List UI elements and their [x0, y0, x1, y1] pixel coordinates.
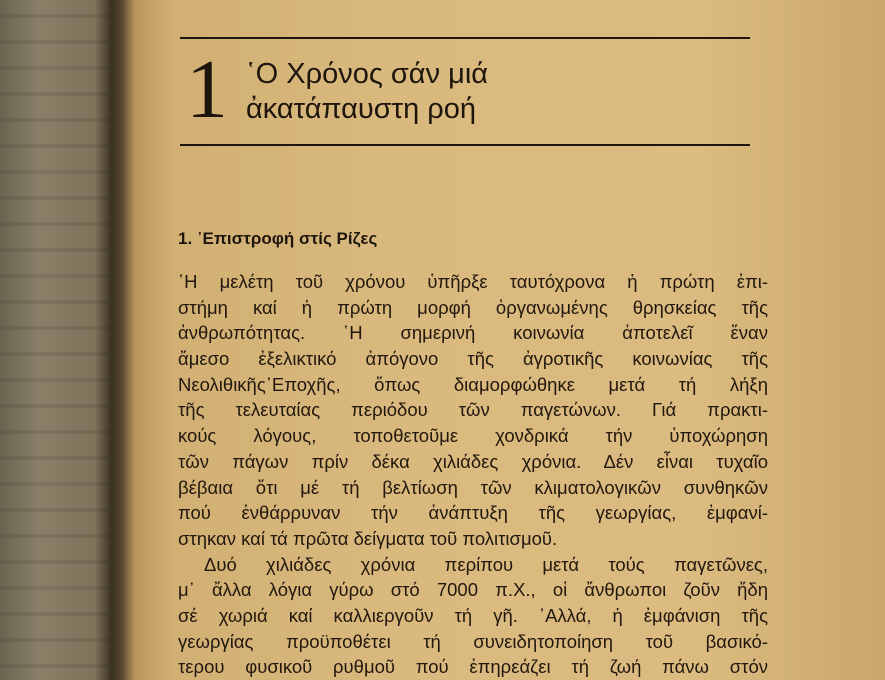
text-line: βέβαια ὅτι μέ τή βελτίωση τῶν κλιματολογικῶν συνθηκῶν: [178, 476, 768, 498]
text-line: κούς λόγους, τοποθετοῦμε χονδρικά τήν ὑποχώρηση: [178, 425, 768, 447]
text-line: μ᾿ ἄλλα λόγια γύρω στό 7000 π.Χ., οἱ ἄνθρωποι ζοῦν ἤδη: [178, 579, 768, 601]
text-line: Δυό χιλιάδες χρόνια περίπου μετά τούς παγετῶνες,: [204, 553, 768, 575]
text-line: Νεολιθικῆς᾿Εποχῆς, ὅπως διαμορφώθηκε μετά τή λήξη: [178, 373, 768, 395]
text-line: πού ἐνθάρρυναν τήν ἀνάπτυξη τῆς γεωργίας, ἐμφανί-: [178, 502, 768, 524]
left-page-bleed: [0, 0, 110, 675]
chapter-number: 1: [186, 43, 228, 136]
bottom-rule: [180, 144, 750, 146]
text-line: στηκαν καί τά πρῶτα δείγματα τοῦ πολιτισμοῦ.: [178, 527, 558, 549]
text-line: τῶν πάγων πρίν δέκα χιλιάδες χρόνια. Δέν εἶναι τυχαῖο: [178, 450, 768, 472]
text-line: ἄμεσο ἐξελικτικό ἀπόγονο τῆς ἀγροτικῆς κοινωνίας τῆς: [178, 348, 768, 370]
text-line: τερου φυσικοῦ ρυθμοῦ πού ἐπηρεάζει τή ζωή πάνω στόν: [178, 656, 768, 678]
text-line: ῾Η μελέτη τοῦ χρόνου ὑπῆρξε ταυτόχρονα ἡ πρώτη ἐπι-: [178, 271, 768, 292]
text-line: γεωργίας προϋποθέτει τή συνειδητοποίηση τοῦ βασικό-: [178, 630, 768, 652]
text-line: τῆς τελευταίας περιόδου τῶν παγετώνων. Γιά πρακτι-: [178, 399, 768, 421]
top-rule: [180, 37, 750, 39]
section-heading: 1. ᾿Επιστροφή στίς Ρίζες: [178, 229, 378, 248]
text-line: σέ χωριά καί καλλιεργοῦν τή γῆ. ᾿Αλλά, ἡ ἐμφάνιση τῆς: [178, 604, 768, 626]
text-line: ἀνθρωπότητας. ῾Η σημερινή κοινωνία ἀποτελεῖ ἕναν: [178, 322, 768, 344]
chapter-title-line-1: ῾Ο Χρόνος σάν μιά: [246, 58, 489, 90]
body-text: [178, 269, 768, 680]
chapter-title-line-2: ἀκατάπαυστη ροή: [246, 93, 477, 125]
text-line: στήμη καί ἡ πρώτη μορφή ὀργανωμένης θρησκείας τῆς: [178, 296, 768, 318]
